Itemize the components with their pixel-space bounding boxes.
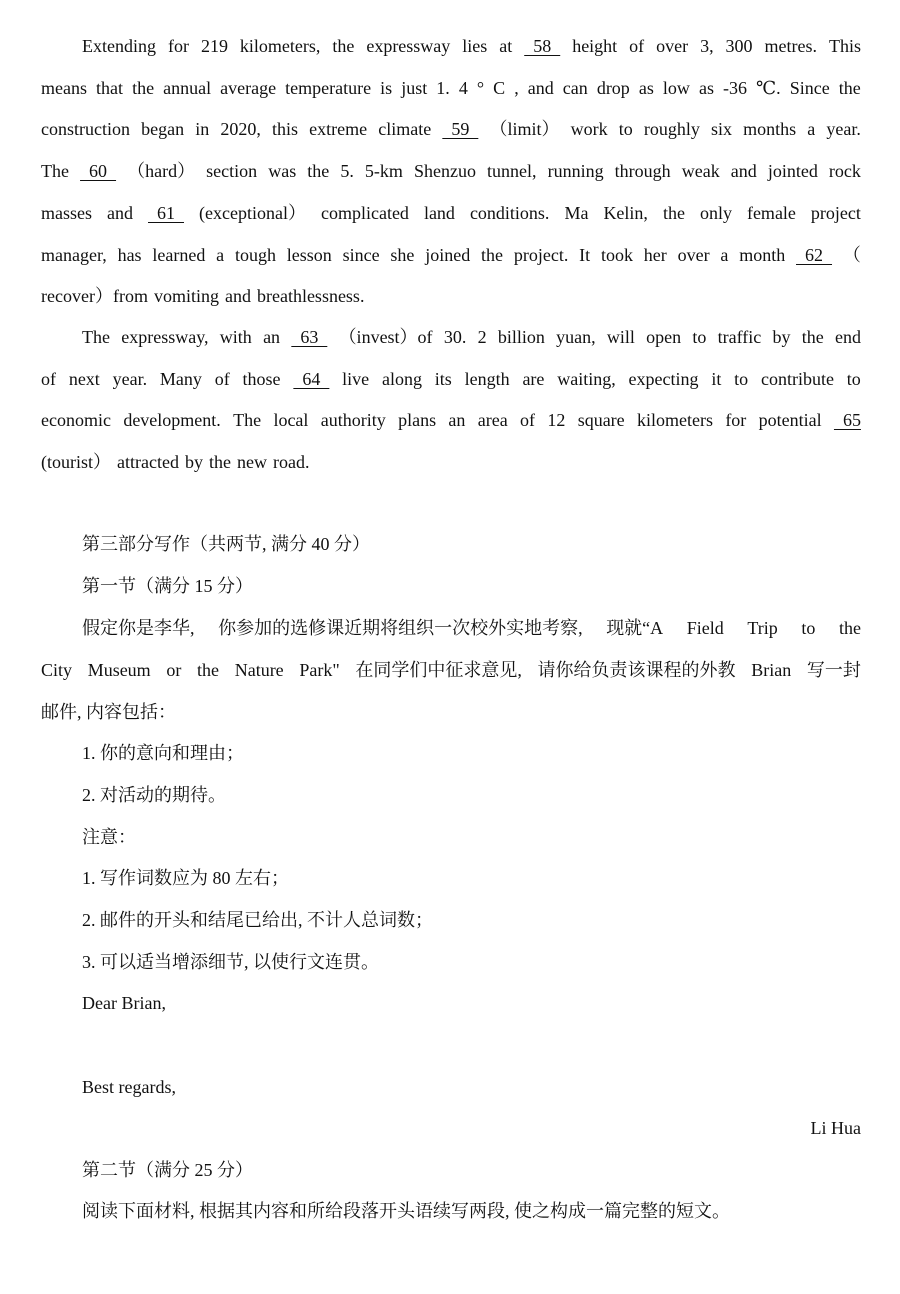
text-line [41,76,861,100]
word: has [117,244,142,265]
text-line [41,367,861,391]
word: of [214,368,230,389]
word: and [730,161,757,182]
content-item-1: 1. 你的意向和理由； [82,743,244,763]
word: project. [513,244,569,265]
word: began [141,119,185,140]
word: to [801,618,816,638]
word: -36 [723,77,747,98]
word: Field [686,618,724,638]
word: , [514,77,519,98]
word: through [614,161,671,182]
word: kilometers, [239,36,321,56]
word: 在同学们中征求意见, [355,660,522,680]
word: work [570,119,608,140]
answer-blank: 64 [293,368,330,389]
word: tunnel, [487,161,537,182]
word: billion [497,327,545,347]
note-title: 注意： [82,827,136,847]
word: expressway, [121,327,209,347]
word: six [710,119,732,140]
word: (tourist） [41,452,111,473]
word: traffic [717,327,762,347]
word: the [307,161,330,182]
word: It [579,244,591,265]
text-line [41,117,861,141]
word: year. [112,368,148,389]
word: （invest）of [338,327,433,347]
word: road. [272,452,310,473]
word: tough [234,244,276,265]
word: learned [152,244,206,265]
word: and [224,286,251,307]
word: at [499,36,513,56]
word: to [846,368,861,389]
word: jointed [767,161,818,182]
word: economic [41,410,111,431]
word: the [208,452,231,473]
word: 3, [700,36,714,56]
word: annual [163,77,212,98]
word: 30. [443,327,467,347]
word: waiting, [557,368,616,389]
text-line [41,450,861,474]
content-item-2: 2. 对活动的期待。 [82,785,226,805]
word: Shenzuo [413,161,476,182]
word: extreme [309,119,368,140]
word: Park" [299,660,340,680]
word: Trip [747,618,778,638]
word: those [242,368,281,389]
word: of [520,410,536,431]
word: expressway [366,36,451,56]
text-line [41,243,861,267]
word: a [216,244,225,265]
prompt-line-1 [82,616,861,640]
word: means [41,77,87,98]
word: 2 [477,327,487,347]
text-line [41,201,861,225]
word: ° [476,77,485,98]
word: complicated [320,202,409,223]
word: was [268,161,297,182]
word: The [82,327,110,347]
word: end [835,327,861,347]
word: section [206,161,258,182]
word: 5. [340,161,354,182]
word: The [41,161,69,182]
word: just [401,77,428,98]
word: to [692,327,707,347]
answer-blank: 63 [291,327,328,347]
word: along [381,368,422,389]
word: 现就“A [606,618,664,638]
word: the [838,618,861,638]
word: 1. [436,77,450,98]
word: length [464,368,510,389]
word: average [220,77,277,98]
word: drop [596,77,630,98]
word: for [167,36,189,56]
word: authority [320,410,386,431]
word: Many [159,368,202,389]
word: construction [41,119,130,140]
word: the [838,77,861,98]
answer-blank: 65 [833,410,861,431]
word: rock [828,161,861,182]
word: months [743,119,797,140]
word: the [801,327,824,347]
word: area [477,410,508,431]
email-greeting: Dear Brian, [82,993,166,1013]
answer-blank: 62 [796,244,833,265]
word: kilometers [637,410,713,431]
word: over [677,244,710,265]
word: open [646,327,682,347]
word: contribute [761,368,834,389]
word: Nature [234,660,284,680]
word: live [342,368,370,389]
word: (exceptional） [199,202,306,223]
word: she [390,244,415,265]
word: attracted [117,452,179,473]
word: This [828,36,861,56]
word: 300 [725,36,753,56]
word: land [423,202,455,223]
word: 你参加的选修课近期将组织一次校外实地考察, [218,618,583,638]
word: height [572,36,618,56]
word: the [197,660,220,680]
text-line [82,34,861,58]
answer-blank: 58 [524,36,561,56]
writing-part-title: 第三部分写作（共两节, 满分 40 分） [82,534,370,554]
word: 假定你是李华, [82,618,195,638]
word: the [481,244,504,265]
word: square [577,410,625,431]
word: yuan, [556,327,596,347]
word: over [656,36,689,56]
word: by [772,327,791,347]
word: as [638,77,654,98]
word: the [332,36,355,56]
word: project [810,202,861,223]
word: will [606,327,635,347]
word: a [807,119,816,140]
word: City [41,660,73,680]
word: new [236,452,267,473]
word: ℃. [756,77,781,98]
word: and [107,202,133,223]
email-signature: Li Hua [810,1118,861,1138]
word: took [600,244,633,265]
word: conditions. [469,202,550,223]
word: can [562,77,588,98]
note-item-2: 2. 邮件的开头和结尾已给出, 不计人总词数； [82,910,433,930]
word: by [184,452,203,473]
word: of [629,36,645,56]
word: manager, [41,244,107,265]
word: 请你给负责该课程的外教 [537,660,736,680]
section-1-title: 第一节（满分 15 分） [82,576,253,596]
word: to [618,119,633,140]
prompt-line-2 [41,658,861,682]
word: plans [398,410,437,431]
word: vomiting [153,286,219,307]
word: low [662,77,690,98]
word: 12 [547,410,566,431]
word: development. [123,410,221,431]
answer-blank: 59 [442,119,479,140]
word: female [746,202,796,223]
word: local [273,410,309,431]
word: year. [826,119,861,140]
word: 2020, [220,119,261,140]
section-2-prompt: 阅读下面材料, 根据其内容和所给段落开头语续写两段, 使之构成一篇完整的短文。 [82,1201,730,1221]
word: temperature [285,77,372,98]
word: her [643,244,667,265]
note-item-3: 3. 可以适当增添细节, 以使行文连贯。 [82,952,379,972]
word: Since [789,77,830,98]
word: climate [378,119,432,140]
word: is [380,77,393,98]
word: this [271,119,298,140]
word: of [41,368,56,389]
word: are [522,368,545,389]
word: a [720,244,729,265]
word: for [725,410,747,431]
word: with [219,327,252,347]
word: in [195,119,210,140]
word: to [734,368,749,389]
word: weak [681,161,720,182]
word: Brian [751,660,792,680]
word: lies [462,36,488,56]
word: that [96,77,124,98]
word: 5-km [364,161,403,182]
word: expecting [628,368,699,389]
word: （hard） [127,161,196,182]
word: recover）from [41,286,148,307]
word: month [739,244,786,265]
word: （limit） [489,119,560,140]
word: 写一封 [806,660,861,680]
word: as [698,77,714,98]
word: 219 [200,36,228,56]
word: potential [758,410,822,431]
prompt-line-3: 邮件, 内容包括： [41,702,176,722]
word: joined [425,244,471,265]
word: lesson [286,244,332,265]
word: Ma [564,202,589,223]
word: next [68,368,100,389]
section-2-title: 第二节（满分 25 分） [82,1160,253,1180]
word: it [711,368,722,389]
text-line [41,159,861,183]
word: （ [842,244,861,265]
word: an [448,410,466,431]
word: roughly [643,119,700,140]
word: the [132,77,155,98]
text-line [41,284,861,308]
word: 4 [458,77,468,98]
word: Museum [87,660,151,680]
word: Kelin, [603,202,648,223]
word: and [527,77,554,98]
text-line [82,325,861,349]
word: The [233,410,262,431]
word: masses [41,202,92,223]
word: running [547,161,604,182]
answer-blank: 60 [80,161,117,182]
note-item-1: 1. 写作词数应为 80 左右； [82,868,289,888]
word: metres. [764,36,817,56]
answer-blank: 61 [148,202,184,223]
word: its [434,368,452,389]
word: breathlessness. [256,286,365,307]
word: or [166,660,182,680]
text-line [41,408,861,432]
word: the [662,202,685,223]
word: Extending [82,36,156,56]
email-closing: Best regards, [82,1077,176,1097]
word: only [699,202,732,223]
word: C [493,77,506,98]
word: an [263,327,281,347]
word: since [342,244,380,265]
